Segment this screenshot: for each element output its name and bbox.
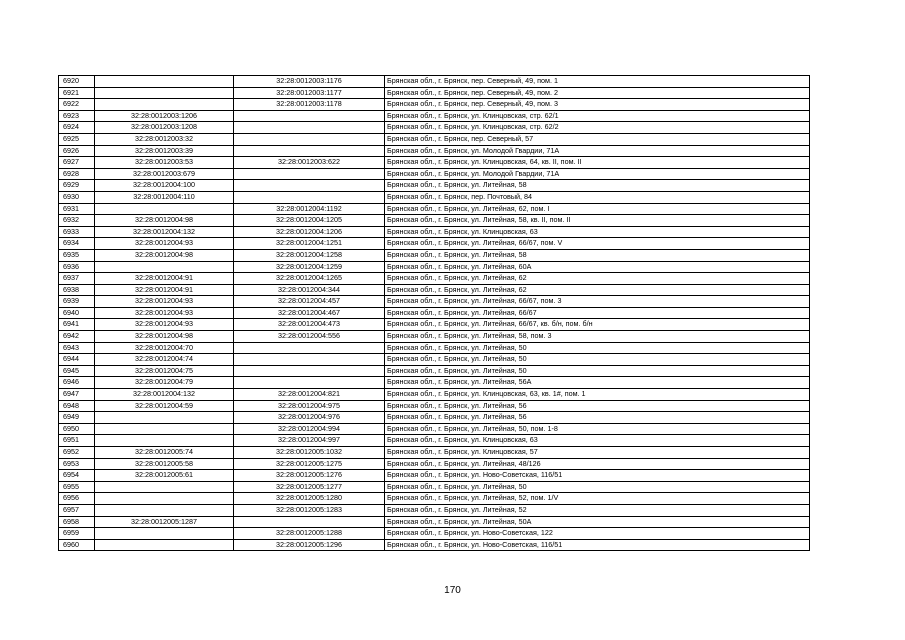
address-cell: Брянская обл., г. Брянск, ул. Литейная, 62 — [385, 273, 810, 285]
row-number-cell: 6921 — [59, 87, 95, 99]
object-cadastral-number-cell — [234, 377, 385, 389]
table-row — [59, 226, 810, 238]
address-cell: Брянская обл., г. Брянск, ул. Литейная, 50 — [385, 342, 810, 354]
address-cell: Брянская обл., г. Брянск, пер. Северный, 49, пом. 3 — [385, 99, 810, 111]
row-number-cell: 6933 — [59, 226, 95, 238]
table-row — [59, 122, 810, 134]
table-row — [59, 539, 810, 551]
object-cadastral-number-cell: 32:28:0012004:976 — [234, 412, 385, 424]
land-cadastral-number-cell: 32:28:0012004:79 — [95, 377, 234, 389]
object-cadastral-number-cell: 32:28:0012004:1205 — [234, 215, 385, 227]
object-cadastral-number-cell: 32:28:0012003:622 — [234, 157, 385, 169]
row-number-cell: 6925 — [59, 133, 95, 145]
object-cadastral-number-cell: 32:28:0012005:1288 — [234, 528, 385, 540]
land-cadastral-number-cell: 32:28:0012004:74 — [95, 354, 234, 366]
table-row — [59, 284, 810, 296]
land-cadastral-number-cell — [95, 504, 234, 516]
object-cadastral-number-cell — [234, 110, 385, 122]
row-number-cell: 6926 — [59, 145, 95, 157]
row-number-cell: 6954 — [59, 470, 95, 482]
address-cell: Брянская обл., г. Брянск, ул. Клинцовская, 63, кв. 1#, пом. 1 — [385, 389, 810, 401]
row-number-cell: 6958 — [59, 516, 95, 528]
row-number-cell: 6957 — [59, 504, 95, 516]
object-cadastral-number-cell: 32:28:0012004:994 — [234, 423, 385, 435]
address-cell: Брянская обл., г. Брянск, ул. Литейная, 62 — [385, 284, 810, 296]
land-cadastral-number-cell: 32:28:0012003:1206 — [95, 110, 234, 122]
address-cell: Брянская обл., г. Брянск, ул. Литейная, 50 — [385, 354, 810, 366]
address-cell: Брянская обл., г. Брянск, ул. Литейная, 50А — [385, 516, 810, 528]
object-cadastral-number-cell: 32:28:0012005:1275 — [234, 458, 385, 470]
address-cell: Брянская обл., г. Брянск, ул. Литейная, 58 — [385, 180, 810, 192]
table-row — [59, 412, 810, 424]
address-cell: Брянская обл., г. Брянск, ул. Литейная, 66/67, пом. 3 — [385, 296, 810, 308]
land-cadastral-number-cell: 32:28:0012004:132 — [95, 226, 234, 238]
table-row — [59, 296, 810, 308]
row-number-cell: 6934 — [59, 238, 95, 250]
address-cell: Брянская обл., г. Брянск, ул. Ново-Советская, 116/51 — [385, 470, 810, 482]
address-cell: Брянская обл., г. Брянск, ул. Литейная, 52, пом. 1/V — [385, 493, 810, 505]
row-number-cell: 6941 — [59, 319, 95, 331]
row-number-cell: 6959 — [59, 528, 95, 540]
address-cell: Брянская обл., г. Брянск, ул. Литейная, 66/67, кв. б/н, пом. б/н — [385, 319, 810, 331]
cadastral-table — [58, 75, 810, 551]
land-cadastral-number-cell: 32:28:0012005:61 — [95, 470, 234, 482]
object-cadastral-number-cell: 32:28:0012005:1277 — [234, 481, 385, 493]
table-row — [59, 145, 810, 157]
row-number-cell: 6929 — [59, 180, 95, 192]
object-cadastral-number-cell — [234, 180, 385, 192]
table-row — [59, 273, 810, 285]
table-row — [59, 470, 810, 482]
table-row — [59, 400, 810, 412]
table-row — [59, 307, 810, 319]
address-cell: Брянская обл., г. Брянск, ул. Литейная, 58, кв. II, пом. II — [385, 215, 810, 227]
land-cadastral-number-cell — [95, 481, 234, 493]
object-cadastral-number-cell — [234, 145, 385, 157]
land-cadastral-number-cell: 32:28:0012005:74 — [95, 447, 234, 459]
table-row — [59, 180, 810, 192]
land-cadastral-number-cell: 32:28:0012004:91 — [95, 273, 234, 285]
address-cell: Брянская обл., г. Брянск, пер. Северный, 49, пом. 1 — [385, 76, 810, 88]
address-cell: Брянская обл., г. Брянск, пер. Северный, 49, пом. 2 — [385, 87, 810, 99]
table-row — [59, 423, 810, 435]
row-number-cell: 6938 — [59, 284, 95, 296]
address-cell: Брянская обл., г. Брянск, ул. Литейная, 62, пом. I — [385, 203, 810, 215]
land-cadastral-number-cell: 32:28:0012004:93 — [95, 319, 234, 331]
table-row — [59, 261, 810, 273]
row-number-cell: 6949 — [59, 412, 95, 424]
row-number-cell: 6937 — [59, 273, 95, 285]
address-cell: Брянская обл., г. Брянск, ул. Литейная, 52 — [385, 504, 810, 516]
table-row — [59, 458, 810, 470]
land-cadastral-number-cell: 32:28:0012005:58 — [95, 458, 234, 470]
object-cadastral-number-cell — [234, 122, 385, 134]
land-cadastral-number-cell: 32:28:0012004:70 — [95, 342, 234, 354]
land-cadastral-number-cell — [95, 76, 234, 88]
object-cadastral-number-cell: 32:28:0012004:1251 — [234, 238, 385, 250]
land-cadastral-number-cell — [95, 261, 234, 273]
object-cadastral-number-cell — [234, 342, 385, 354]
address-cell: Брянская обл., г. Брянск, ул. Литейная, 56 — [385, 412, 810, 424]
row-number-cell: 6955 — [59, 481, 95, 493]
object-cadastral-number-cell: 32:28:0012004:344 — [234, 284, 385, 296]
object-cadastral-number-cell — [234, 365, 385, 377]
row-number-cell: 6932 — [59, 215, 95, 227]
object-cadastral-number-cell: 32:28:0012004:821 — [234, 389, 385, 401]
address-cell: Брянская обл., г. Брянск, ул. Молодой Гвардии, 71А — [385, 168, 810, 180]
land-cadastral-number-cell: 32:28:0012004:93 — [95, 307, 234, 319]
table-row — [59, 319, 810, 331]
address-cell: Брянская обл., г. Брянск, пер. Северный, 57 — [385, 133, 810, 145]
table-row — [59, 133, 810, 145]
object-cadastral-number-cell: 32:28:0012003:1178 — [234, 99, 385, 111]
object-cadastral-number-cell: 32:28:0012004:1206 — [234, 226, 385, 238]
land-cadastral-number-cell — [95, 435, 234, 447]
row-number-cell: 6945 — [59, 365, 95, 377]
address-cell: Брянская обл., г. Брянск, ул. Литейная, 58, пом. 3 — [385, 331, 810, 343]
address-cell: Брянская обл., г. Брянск, ул. Литейная, 66/67, пом. V — [385, 238, 810, 250]
row-number-cell: 6948 — [59, 400, 95, 412]
row-number-cell: 6920 — [59, 76, 95, 88]
row-number-cell: 6923 — [59, 110, 95, 122]
row-number-cell: 6922 — [59, 99, 95, 111]
object-cadastral-number-cell: 32:28:0012004:1265 — [234, 273, 385, 285]
row-number-cell: 6927 — [59, 157, 95, 169]
table-row — [59, 354, 810, 366]
table-row — [59, 238, 810, 250]
object-cadastral-number-cell — [234, 354, 385, 366]
row-number-cell: 6953 — [59, 458, 95, 470]
object-cadastral-number-cell: 32:28:0012005:1283 — [234, 504, 385, 516]
land-cadastral-number-cell — [95, 493, 234, 505]
row-number-cell: 6930 — [59, 191, 95, 203]
land-cadastral-number-cell — [95, 423, 234, 435]
land-cadastral-number-cell — [95, 412, 234, 424]
table-row — [59, 342, 810, 354]
row-number-cell: 6943 — [59, 342, 95, 354]
row-number-cell: 6960 — [59, 539, 95, 551]
land-cadastral-number-cell: 32:28:0012003:32 — [95, 133, 234, 145]
land-cadastral-number-cell: 32:28:0012003:53 — [95, 157, 234, 169]
row-number-cell: 6952 — [59, 447, 95, 459]
address-cell: Брянская обл., г. Брянск, ул. Ново-Советская, 122 — [385, 528, 810, 540]
object-cadastral-number-cell: 32:28:0012004:556 — [234, 331, 385, 343]
land-cadastral-number-cell — [95, 99, 234, 111]
table-row — [59, 87, 810, 99]
object-cadastral-number-cell: 32:28:0012005:1276 — [234, 470, 385, 482]
object-cadastral-number-cell: 32:28:0012004:1258 — [234, 249, 385, 261]
row-number-cell: 6935 — [59, 249, 95, 261]
table-row — [59, 528, 810, 540]
object-cadastral-number-cell: 32:28:0012004:457 — [234, 296, 385, 308]
row-number-cell: 6924 — [59, 122, 95, 134]
row-number-cell: 6939 — [59, 296, 95, 308]
land-cadastral-number-cell: 32:28:0012005:1287 — [95, 516, 234, 528]
table-row — [59, 249, 810, 261]
row-number-cell: 6928 — [59, 168, 95, 180]
object-cadastral-number-cell: 32:28:0012004:1259 — [234, 261, 385, 273]
table-row — [59, 157, 810, 169]
table-row — [59, 76, 810, 88]
table-row — [59, 481, 810, 493]
row-number-cell: 6944 — [59, 354, 95, 366]
address-cell: Брянская обл., г. Брянск, ул. Молодой Гвардии, 71А — [385, 145, 810, 157]
address-cell: Брянская обл., г. Брянск, ул. Клинцовская, 63 — [385, 226, 810, 238]
land-cadastral-number-cell: 32:28:0012003:1208 — [95, 122, 234, 134]
land-cadastral-number-cell: 32:28:0012004:110 — [95, 191, 234, 203]
land-cadastral-number-cell — [95, 203, 234, 215]
object-cadastral-number-cell — [234, 191, 385, 203]
table-row — [59, 435, 810, 447]
land-cadastral-number-cell: 32:28:0012004:100 — [95, 180, 234, 192]
table-row — [59, 493, 810, 505]
object-cadastral-number-cell — [234, 168, 385, 180]
address-cell: Брянская обл., г. Брянск, ул. Клинцовская, стр. 62/2 — [385, 122, 810, 134]
land-cadastral-number-cell — [95, 87, 234, 99]
land-cadastral-number-cell — [95, 528, 234, 540]
row-number-cell: 6950 — [59, 423, 95, 435]
table-row — [59, 215, 810, 227]
object-cadastral-number-cell — [234, 133, 385, 145]
table-row — [59, 203, 810, 215]
cadastral-table-container — [58, 75, 803, 551]
row-number-cell: 6936 — [59, 261, 95, 273]
table-row — [59, 389, 810, 401]
land-cadastral-number-cell: 32:28:0012004:59 — [95, 400, 234, 412]
land-cadastral-number-cell: 32:28:0012003:39 — [95, 145, 234, 157]
table-row — [59, 331, 810, 343]
table-row — [59, 191, 810, 203]
land-cadastral-number-cell: 32:28:0012004:93 — [95, 296, 234, 308]
row-number-cell: 6931 — [59, 203, 95, 215]
land-cadastral-number-cell: 32:28:0012004:93 — [95, 238, 234, 250]
row-number-cell: 6940 — [59, 307, 95, 319]
object-cadastral-number-cell: 32:28:0012004:473 — [234, 319, 385, 331]
table-body — [59, 76, 810, 551]
row-number-cell: 6956 — [59, 493, 95, 505]
row-number-cell: 6942 — [59, 331, 95, 343]
row-number-cell: 6946 — [59, 377, 95, 389]
address-cell: Брянская обл., г. Брянск, ул. Ново-Советская, 116/51 — [385, 539, 810, 551]
address-cell: Брянская обл., г. Брянск, ул. Клинцовская, 57 — [385, 447, 810, 459]
object-cadastral-number-cell: 32:28:0012004:1192 — [234, 203, 385, 215]
land-cadastral-number-cell: 32:28:0012004:98 — [95, 331, 234, 343]
object-cadastral-number-cell: 32:28:0012003:1176 — [234, 76, 385, 88]
address-cell: Брянская обл., г. Брянск, ул. Клинцовская, 63 — [385, 435, 810, 447]
table-row — [59, 99, 810, 111]
address-cell: Брянская обл., г. Брянск, ул. Литейная, 50 — [385, 365, 810, 377]
land-cadastral-number-cell: 32:28:0012003:679 — [95, 168, 234, 180]
page-number: 170 — [444, 585, 461, 596]
land-cadastral-number-cell: 32:28:0012004:98 — [95, 215, 234, 227]
object-cadastral-number-cell: 32:28:0012004:975 — [234, 400, 385, 412]
table-row — [59, 377, 810, 389]
address-cell: Брянская обл., г. Брянск, ул. Литейная, 48/126 — [385, 458, 810, 470]
row-number-cell: 6947 — [59, 389, 95, 401]
address-cell: Брянская обл., г. Брянск, ул. Литейная, 60А — [385, 261, 810, 273]
object-cadastral-number-cell: 32:28:0012005:1032 — [234, 447, 385, 459]
object-cadastral-number-cell — [234, 516, 385, 528]
table-row — [59, 365, 810, 377]
row-number-cell: 6951 — [59, 435, 95, 447]
address-cell: Брянская обл., г. Брянск, ул. Литейная, 50, пом. 1-8 — [385, 423, 810, 435]
table-row — [59, 504, 810, 516]
land-cadastral-number-cell: 32:28:0012004:98 — [95, 249, 234, 261]
address-cell: Брянская обл., г. Брянск, ул. Клинцовская, 64, кв. II, пом. II — [385, 157, 810, 169]
table-row — [59, 447, 810, 459]
object-cadastral-number-cell: 32:28:0012003:1177 — [234, 87, 385, 99]
land-cadastral-number-cell: 32:28:0012004:132 — [95, 389, 234, 401]
address-cell: Брянская обл., г. Брянск, ул. Литейная, 56 — [385, 400, 810, 412]
table-row — [59, 516, 810, 528]
object-cadastral-number-cell: 32:28:0012005:1280 — [234, 493, 385, 505]
address-cell: Брянская обл., г. Брянск, ул. Литейная, 58 — [385, 249, 810, 261]
land-cadastral-number-cell — [95, 539, 234, 551]
address-cell: Брянская обл., г. Брянск, пер. Почтовый, 84 — [385, 191, 810, 203]
land-cadastral-number-cell: 32:28:0012004:75 — [95, 365, 234, 377]
table-row — [59, 168, 810, 180]
object-cadastral-number-cell: 32:28:0012004:997 — [234, 435, 385, 447]
address-cell: Брянская обл., г. Брянск, ул. Литейная, 66/67 — [385, 307, 810, 319]
object-cadastral-number-cell: 32:28:0012004:467 — [234, 307, 385, 319]
address-cell: Брянская обл., г. Брянск, ул. Клинцовская, стр. 62/1 — [385, 110, 810, 122]
address-cell: Брянская обл., г. Брянск, ул. Литейная, 50 — [385, 481, 810, 493]
land-cadastral-number-cell: 32:28:0012004:91 — [95, 284, 234, 296]
address-cell: Брянская обл., г. Брянск, ул. Литейная, 56А — [385, 377, 810, 389]
object-cadastral-number-cell: 32:28:0012005:1296 — [234, 539, 385, 551]
table-row — [59, 110, 810, 122]
